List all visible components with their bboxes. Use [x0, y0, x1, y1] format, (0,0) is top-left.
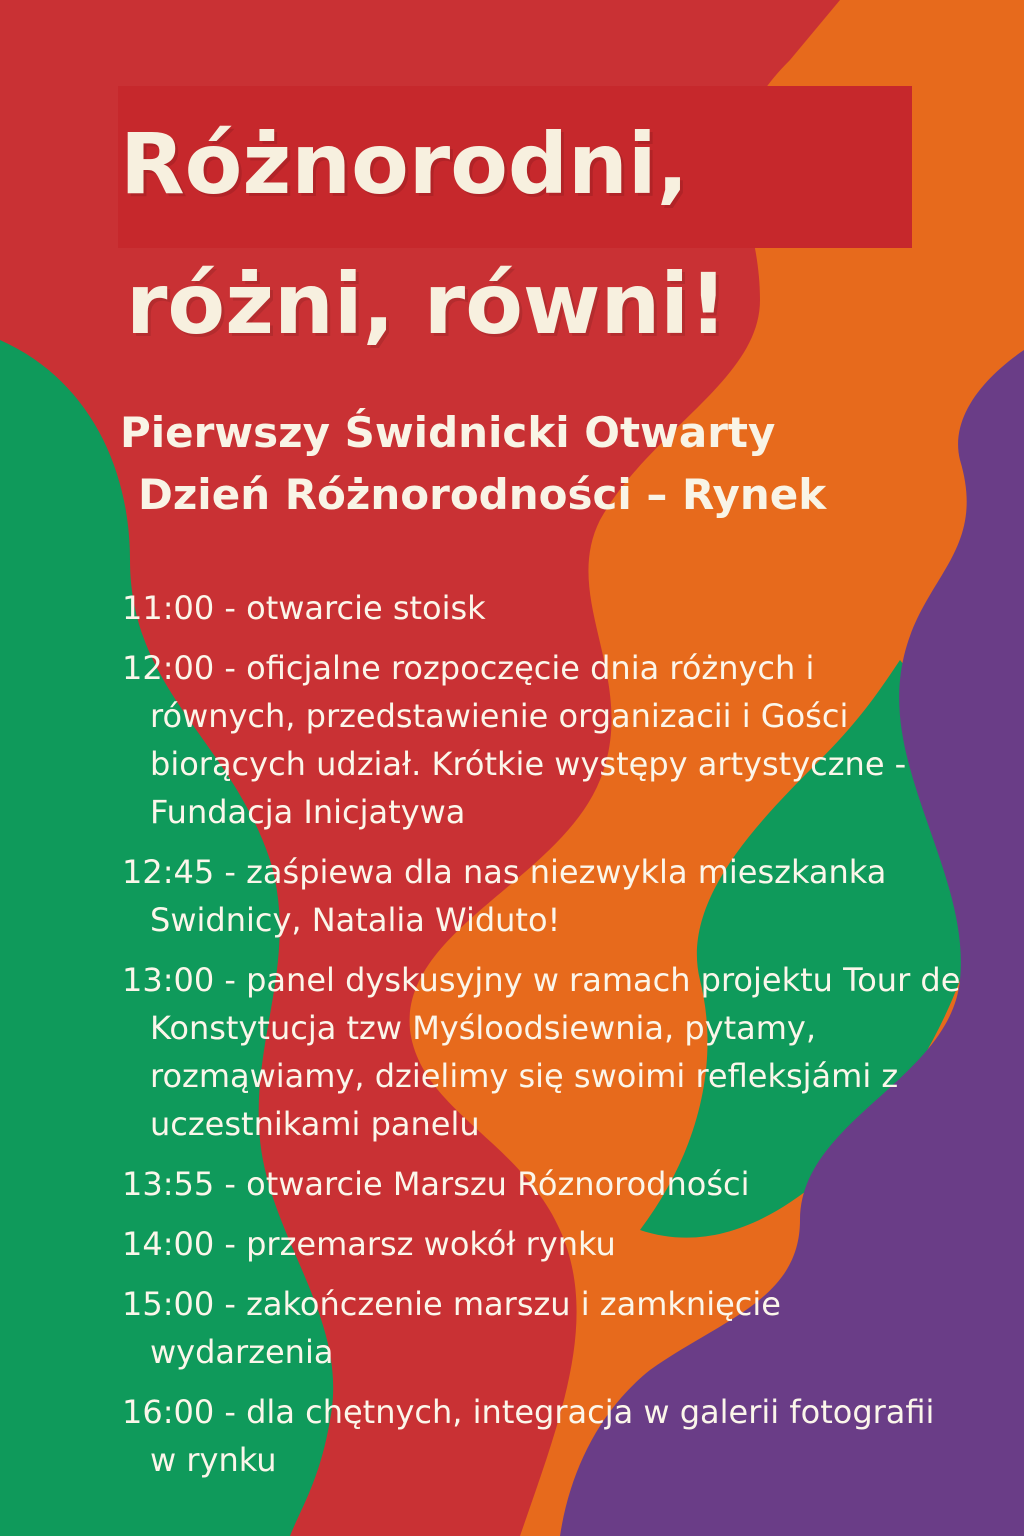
- schedule-text: - oficjalne rozpoczęcie dnia różnych i równych, przedstawienie organizacii i Gości biorących udział. Krótkie występy artystyczne - Fundacja Inicjatywa: [150, 649, 907, 831]
- schedule-time: 12:45: [122, 853, 215, 891]
- schedule-item: [122, 1220, 962, 1268]
- schedule-time: 15:00: [122, 1285, 215, 1323]
- schedule-text: - przemarsz wokół rynku: [214, 1225, 616, 1263]
- schedule-time: 12:00: [122, 649, 215, 687]
- schedule-item: [122, 1388, 962, 1484]
- title-line-1: Różnorodni,: [120, 115, 689, 213]
- schedule-text: - otwarcie stoisk: [214, 589, 486, 627]
- schedule-item: [122, 644, 962, 836]
- subtitle-line-2: Dzień Różnorodności – Rynek: [138, 470, 827, 519]
- schedule-time: 13:55: [122, 1165, 215, 1203]
- schedule-item: [122, 584, 962, 632]
- schedule-time: 13:00: [122, 961, 215, 999]
- title-line-2: różni, równi!: [126, 255, 728, 353]
- schedule-item: [122, 1160, 962, 1208]
- event-subtitle: [120, 402, 980, 526]
- schedule-text: - panel dyskusyjny w ramach projektu Tour de Konstytucja tzw Myśloodsiewnia, pytamy, rozmąwiamy, dzielimy się swoimi refleksjámi z uczestnikami panelu: [150, 961, 961, 1143]
- schedule-text: - zakończenie marszu i zamknięcie wydarzenia: [150, 1285, 781, 1371]
- schedule-time: 14:00: [122, 1225, 215, 1263]
- schedule-text: - dla chętnych, integracja w galerii fotografii w rynku: [150, 1393, 935, 1479]
- schedule-text: - zaśpiewa dla nas niezwykla mieszkanka Swidnicy, Natalia Widuto!: [150, 853, 887, 939]
- schedule-item: [122, 848, 962, 944]
- event-schedule: [122, 584, 962, 1496]
- schedule-item: [122, 956, 962, 1148]
- subtitle-line-1: Pierwszy Świdnicki Otwarty: [120, 408, 776, 457]
- schedule-time: 11:00: [122, 589, 215, 627]
- schedule-text: - otwarcie Marszu Róznorodności: [214, 1165, 750, 1203]
- schedule-time: 16:00: [122, 1393, 215, 1431]
- schedule-item: [122, 1280, 962, 1376]
